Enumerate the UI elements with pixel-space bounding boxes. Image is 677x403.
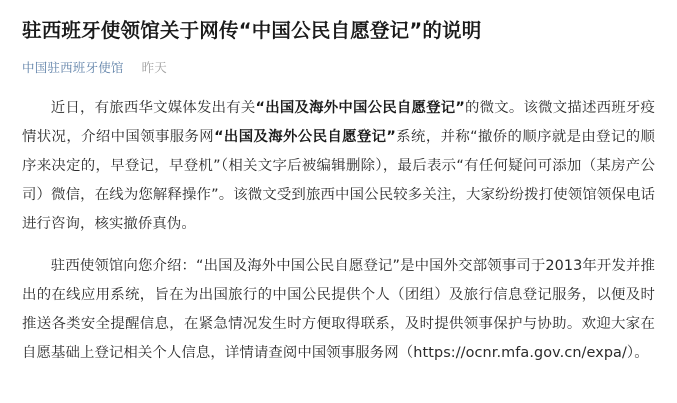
article-source-link[interactable]: 中国驻西班牙使馆	[22, 60, 124, 76]
article-meta	[22, 58, 655, 76]
article-body	[22, 94, 655, 367]
article-timestamp: 昨天	[141, 60, 168, 76]
paragraph-2	[22, 252, 655, 367]
body-text-run: 的微文。该微文描述西班牙疫情状况，介绍中国领事服务网	[22, 100, 655, 146]
paragraph-1	[22, 94, 655, 238]
emphasis-text: “出国及海外中国公民自愿登记”	[255, 100, 465, 117]
body-text-run: 驻西使领馆向您介绍：“出国及海外中国公民自愿登记”是中国外交部领事司于2013年开发并推出的在线应用系统，旨在为出国旅行的中国公民提供个人（团组）及旅行信息登记服务，以便及时推送各类安全提醒信息，在紧急情况发生时方便取得联系，及时提供领事保护与协助。欢迎大家在自愿基础上登记相关个人信息，详情请查阅中国领事服务网（https://ocnr.mfa.gov.cn/expa/）。	[22, 258, 655, 361]
body-text-run: 近日，有旅西华文媒体发出有关	[50, 100, 256, 117]
emphasis-text: “出国及海外公民自愿登记”	[214, 129, 396, 146]
body-text-run: 系统，并称“撤侨的顺序就是由登记的顺序来决定的，早登记，早登机”（相关文字后被编辑删除），最后表示“有任何疑问可添加（某房产公司）微信，在线为您解释操作”。该微文受到旅西中国公民较多关注，大家纷纷拨打使领馆领保电话进行咨询，核实撤侨真伪。	[22, 129, 655, 232]
page-title: 驻西班牙使领馆关于网传“中国公民自愿登记”的说明	[22, 19, 482, 42]
